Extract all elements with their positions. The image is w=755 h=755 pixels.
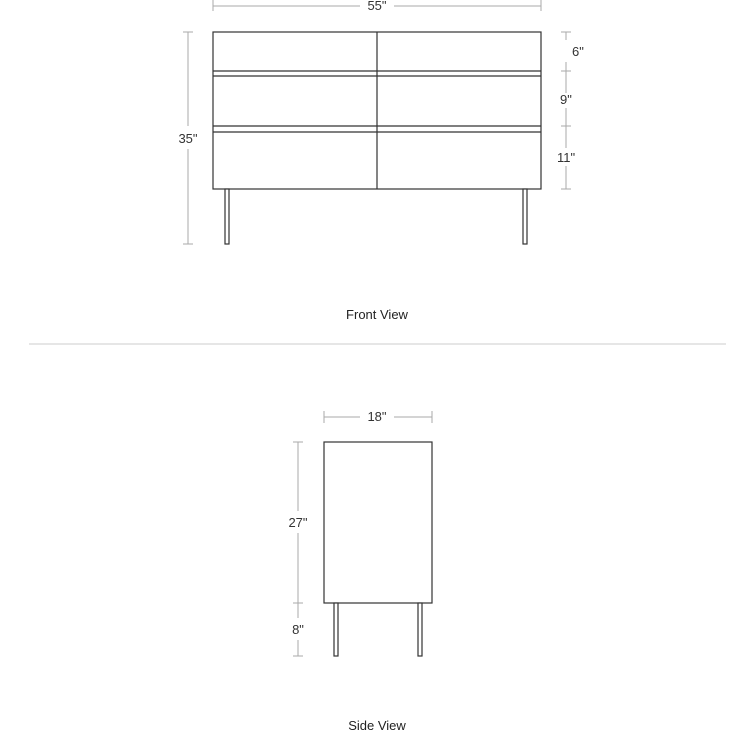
front-height-dimension [178, 32, 197, 244]
side-cabinet-body [324, 442, 432, 603]
side-depth-label: 18" [367, 409, 387, 424]
front-view [178, 0, 584, 322]
drawer-bottom-label: 11" [557, 150, 576, 165]
side-leg-height-dimension [292, 603, 304, 656]
side-leg-back [418, 603, 422, 656]
side-depth-dimension [324, 409, 432, 424]
front-height-label: 35" [178, 131, 198, 146]
front-leg-right [523, 189, 527, 244]
side-body-height-dimension [288, 442, 307, 603]
front-width-label: 55" [367, 0, 387, 13]
drawer-height-dimensions [557, 32, 584, 189]
drawer-top-label: 6" [572, 44, 584, 59]
side-body-height-label: 27" [288, 515, 308, 530]
side-leg-height-label: 8" [292, 622, 304, 637]
side-view [288, 409, 432, 733]
front-leg-left [225, 189, 229, 244]
front-width-dimension [213, 0, 541, 13]
side-view-caption: Side View [348, 718, 406, 733]
side-leg-front [334, 603, 338, 656]
front-view-caption: Front View [346, 307, 408, 322]
drawer-middle-label: 9" [560, 92, 572, 107]
